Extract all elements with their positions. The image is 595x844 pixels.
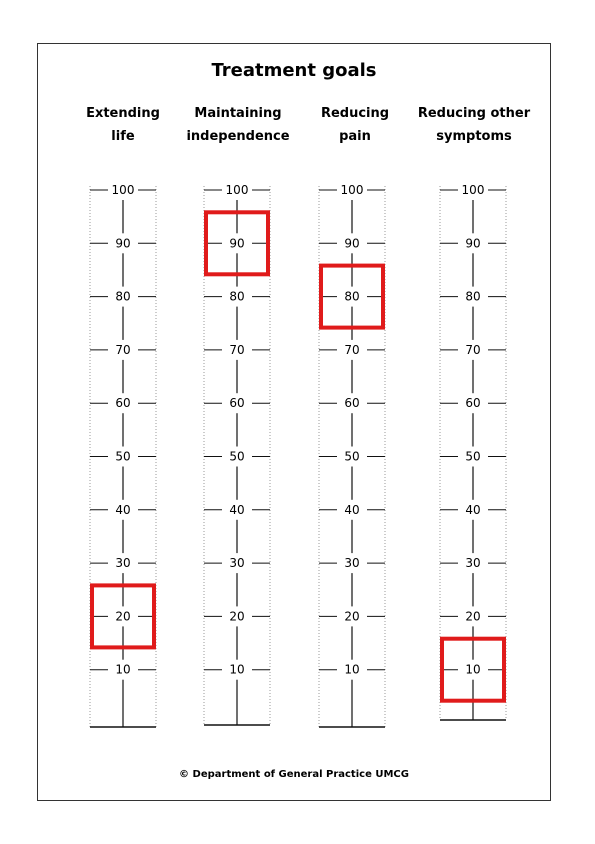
scale-tick-label: 10 [229, 662, 245, 677]
scale-tick-label: 70 [229, 342, 245, 357]
scale-tick-label: 20 [229, 609, 245, 624]
scale-tick-label: 70 [115, 342, 131, 357]
scale-tick-label: 60 [465, 396, 481, 411]
column-header-line: Reducing other [417, 106, 531, 121]
column-header-line: life [111, 129, 135, 144]
scale-tick-label: 100 [340, 183, 364, 197]
scale-tick-label: 70 [344, 342, 360, 357]
scale-tick-label: 30 [344, 556, 360, 571]
scale-tick-label: 10 [465, 662, 481, 677]
scale-tick-label: 100 [461, 183, 485, 197]
scale-tick-label: 50 [115, 449, 131, 464]
scale-tick-label: 60 [344, 396, 360, 411]
scale-tick-label: 90 [115, 236, 131, 251]
scale-tick-label: 50 [465, 449, 481, 464]
scale-tick-label: 80 [115, 289, 131, 304]
scale-tick-label: 90 [229, 236, 245, 251]
scale-tick-label: 30 [115, 556, 131, 571]
scale-tick-label: 40 [344, 502, 360, 517]
scale-tick-label: 30 [465, 556, 481, 571]
scale-tick-label: 90 [465, 236, 481, 251]
scale-tick-label: 20 [115, 609, 131, 624]
scale-tick-label: 60 [229, 396, 245, 411]
page-title: Treatment goals [211, 60, 377, 81]
scale-tick-label: 40 [229, 502, 245, 517]
scale-tick-label: 80 [465, 289, 481, 304]
scale-tick-label: 10 [344, 662, 360, 677]
column-header-line: Extending [86, 106, 160, 121]
scale-tick-label: 50 [229, 449, 245, 464]
scale-tick-label: 40 [115, 502, 131, 517]
scale-tick-label: 20 [465, 609, 481, 624]
column-header-line: symptoms [436, 129, 512, 144]
column-header-line: Maintaining [194, 106, 282, 121]
scale-tick-label: 30 [229, 556, 245, 571]
scale-tick-label: 70 [465, 342, 481, 357]
scale-tick-label: 50 [344, 449, 360, 464]
scale-tick-label: 40 [465, 502, 481, 517]
copyright-footer: © Department of General Practice UMCG [179, 769, 409, 780]
scale-tick-label: 10 [115, 662, 131, 677]
scale-tick-label: 80 [344, 289, 360, 304]
column-header-line: independence [186, 129, 290, 144]
scale-tick-label: 100 [111, 183, 135, 197]
scale-tick-label: 90 [344, 236, 360, 251]
scale-tick-label: 20 [344, 609, 360, 624]
scale-tick-label: 60 [115, 396, 131, 411]
scale-tick-label: 100 [225, 183, 249, 197]
scale-tick-label: 80 [229, 289, 245, 304]
column-header-line: Reducing [320, 106, 390, 121]
column-header-line: pain [339, 129, 371, 144]
